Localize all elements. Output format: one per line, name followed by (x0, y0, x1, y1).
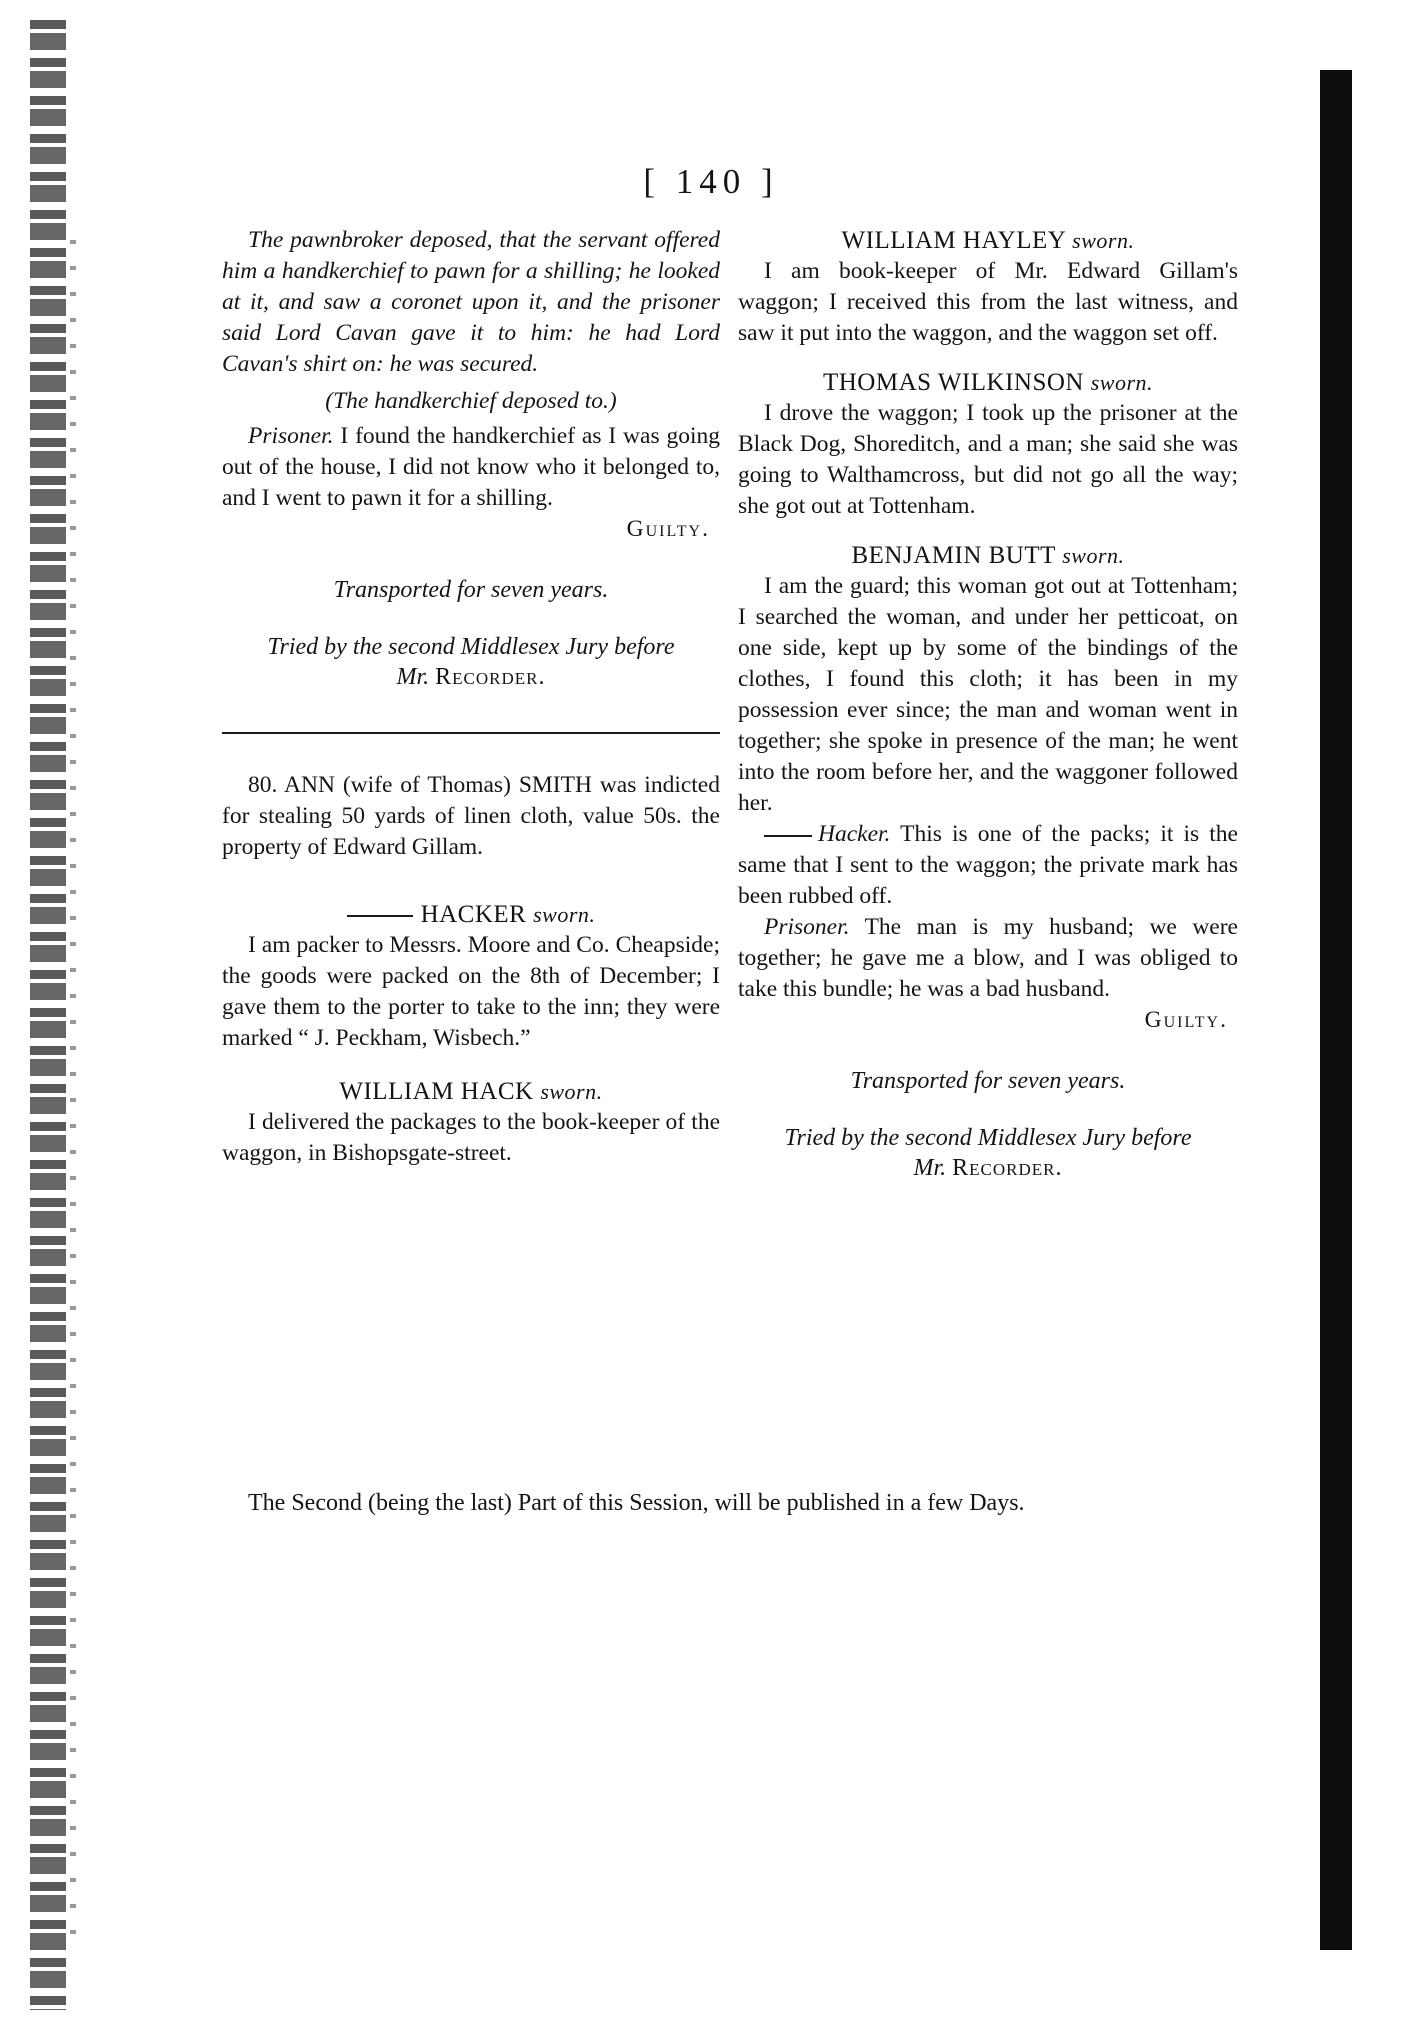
witness-heading-hacker (222, 899, 720, 930)
sentence-right: Transported for seven years. (850, 1068, 1126, 1094)
prisoner-label: Prisoner. (248, 423, 334, 449)
wilkinson-testimony: I drove the waggon; I took up the prisoner at the Black Dog, Shoreditch, and a man; she said she was going to Walthamcross, but did not go all the way; she got out at Tottenham. (738, 400, 1238, 519)
sworn-label: sworn. (1072, 228, 1135, 253)
verdict-left: Guilty. (626, 516, 710, 542)
hayley-testimony: I am book-keeper of Mr. Edward Gillam's waggon; I received this from the last witness, and saw it put into the waggon, and the waggon set off. (738, 258, 1238, 346)
witness-heading-wilkinson (738, 367, 1238, 398)
scan-edge-left (30, 20, 66, 2010)
tried-recorder: Recorder. (435, 664, 546, 690)
hack-testimony: I delivered the packages to the book-keeper of the waggon, in Bishopsgate-street. (222, 1109, 720, 1166)
indictment-text: ANN (wife of Thomas) SMITH was indicted for stealing 50 yards of linen cloth, value 50s. the property of Edward Gillam. (222, 772, 720, 860)
prisoner-statement-text: The man is my husband; we were together; he gave me a blow, and I was obliged to take this bundle; he was a bad husband. (738, 914, 1238, 1002)
tried-recorder: Recorder. (952, 1155, 1063, 1181)
witness-heading-butt (738, 540, 1238, 571)
hacker-label: Hacker. (818, 821, 891, 847)
case-number: 80. (248, 772, 278, 798)
witness-heading-hack (222, 1076, 720, 1107)
witness-heading-hayley (738, 225, 1238, 256)
pawnbroker-deposition: The pawnbroker deposed, that the servant offered him a handkerchief to pawn for a shilling; he looked at it, and saw a coronet upon it, and the prisoner said Lord Cavan gave it to him: he had Lord Cavan's shirt on: he was secured. (222, 227, 720, 377)
scan-edge-right (1320, 70, 1352, 1950)
section-divider (222, 732, 720, 734)
verdict-right: Guilty. (1144, 1007, 1228, 1033)
hacker-statement (738, 819, 1238, 912)
tried-mr: Mr. (913, 1155, 947, 1181)
hacker-testimony: I am packer to Messrs. Moore and Co. Cheapside; the goods were packed on the 8th of December; I gave them to the porter to take to the inn; they were marked “ J. Peckham, Wisbech.” (222, 932, 720, 1051)
sworn-label: sworn. (1090, 370, 1154, 395)
scan-edge-left-inner (70, 240, 76, 1940)
witness-name: BENJAMIN BUTT (851, 542, 1056, 569)
witness-name: WILLIAM HAYLEY (841, 227, 1066, 254)
witness-name: HACKER (420, 901, 527, 928)
name-dash (347, 915, 413, 917)
tried-mr: Mr. (396, 664, 430, 690)
tried-by-right (738, 1123, 1238, 1183)
prisoner-statement-text: I found the handkerchief as I was going out of the house, I did not know who it belonged to, and I went to pawn it for a shilling. (222, 423, 720, 511)
tried-by-text: Tried by the second Middlesex Jury before (784, 1125, 1192, 1151)
butt-testimony: I am the guard; this woman got out at Tottenham; I searched the woman, and under her petticoat, on one side, kept up by some of the bindings of the clothes, I found this cloth; it has been in my possession ever since; the man and woman went in together; she spoke in presence of the man; he went into the room before her, and the waggoner followed her. (738, 573, 1238, 816)
page-number: [ 140 ] (643, 162, 779, 201)
prisoner-statement-right (738, 912, 1238, 1005)
handkerchief-deposed: (The handkerchief deposed to.) (325, 388, 617, 414)
left-column (222, 225, 720, 1169)
tried-by-text: Tried by the second Middlesex Jury before (267, 634, 675, 660)
sentence-left: Transported for seven years. (333, 577, 609, 603)
sworn-label: sworn. (540, 1079, 603, 1104)
prisoner-label: Prisoner. (764, 914, 850, 940)
prisoner-statement-left (222, 421, 720, 514)
right-column (738, 225, 1238, 1183)
footer-note: The Second (being the last) Part of this Session, will be published in a few Days. (248, 1490, 1025, 1516)
indictment (222, 770, 720, 863)
hacker-statement-text: This is one of the packs; it is the same that I sent to the waggon; the private mark has been rubbed off. (738, 821, 1238, 909)
witness-name: WILLIAM HACK (339, 1078, 534, 1105)
tried-by-left (222, 632, 720, 692)
sworn-label: sworn. (533, 902, 596, 927)
witness-name: THOMAS WILKINSON (822, 369, 1084, 396)
sworn-label: sworn. (1062, 543, 1125, 568)
name-dash (764, 835, 812, 837)
